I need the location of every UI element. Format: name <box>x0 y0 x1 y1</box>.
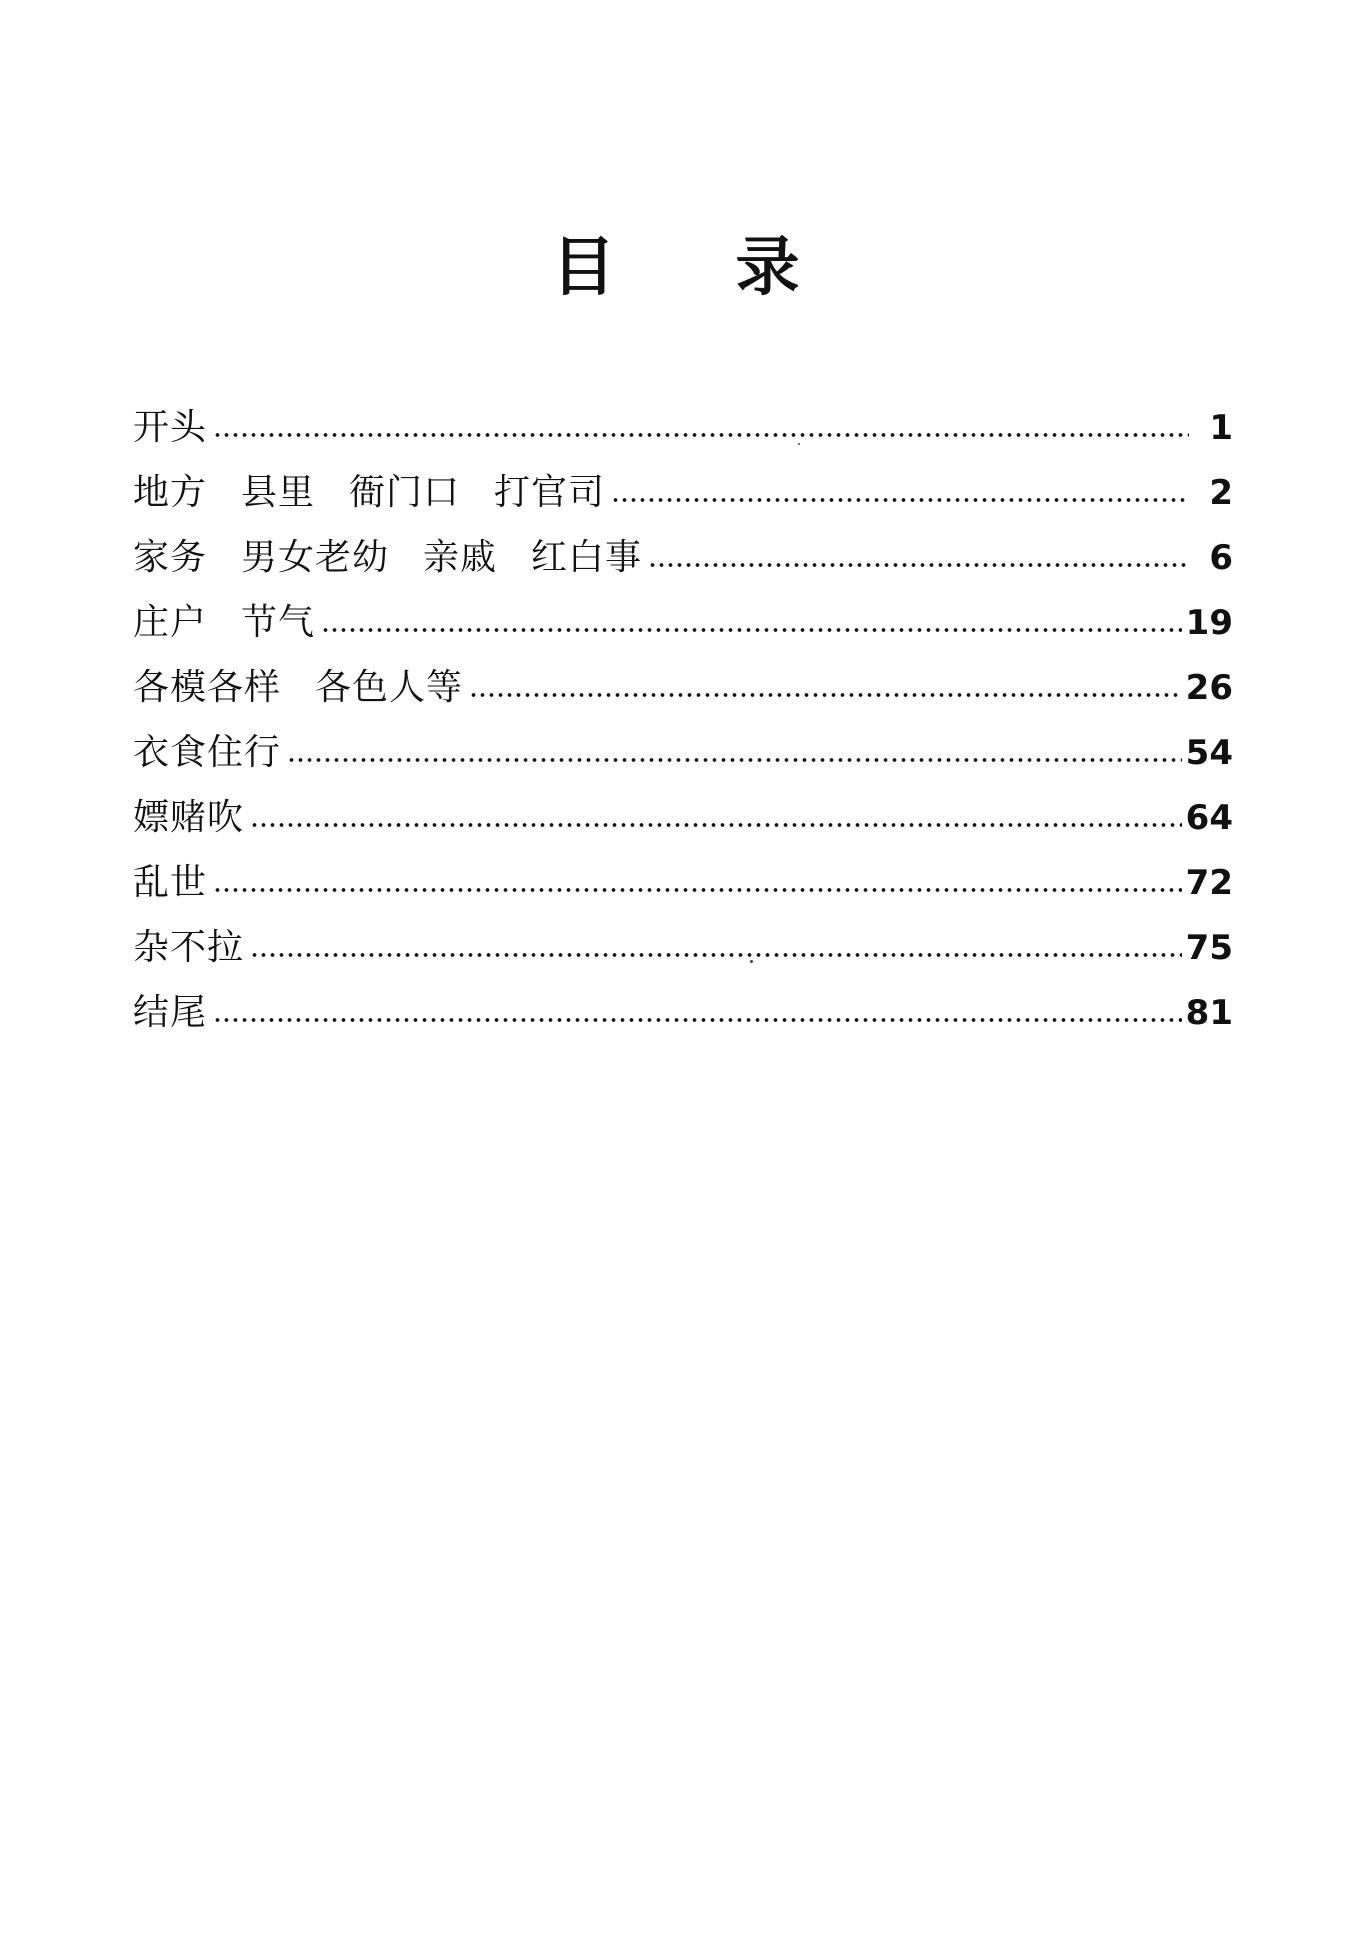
toc-entry-title <box>133 406 207 450</box>
toc-entry[interactable] <box>133 840 1233 905</box>
dot-leader <box>213 432 1189 438</box>
dot-leader <box>213 887 1182 893</box>
title-char-2: 录 <box>735 231 800 305</box>
toc-entry[interactable] <box>133 710 1233 775</box>
toc-entry[interactable] <box>133 645 1233 710</box>
toc-entry-page-number: 75 <box>1185 928 1233 968</box>
toc-entry-title-segment: 打官司 <box>494 472 606 513</box>
dot-leader <box>213 1017 1182 1023</box>
scan-speck <box>798 443 800 445</box>
toc-entry-title <box>133 926 244 970</box>
toc-entry-title <box>133 731 281 775</box>
toc-entry-page-number: 54 <box>1185 733 1233 773</box>
toc-entry[interactable] <box>133 905 1233 970</box>
toc-entry-title <box>133 601 315 645</box>
toc-entry-title <box>133 536 642 580</box>
table-of-contents <box>133 385 1233 1035</box>
toc-entry[interactable] <box>133 385 1233 450</box>
toc-entry[interactable] <box>133 775 1233 840</box>
toc-entry-title-segment: 亲戚 <box>423 537 498 578</box>
dot-leader <box>321 627 1182 633</box>
scan-speck <box>750 960 753 963</box>
toc-entry-title-segment: 衣食住行 <box>133 732 282 773</box>
toc-entry-page-number: 19 <box>1185 603 1233 643</box>
toc-entry-title-segment: 地方 <box>133 472 208 513</box>
toc-entry-title-segment: 各色人等 <box>315 667 464 708</box>
toc-entry-page-number: 2 <box>1209 473 1233 513</box>
dot-leader <box>648 562 1189 568</box>
toc-entry-title-segment: 节气 <box>241 602 316 643</box>
toc-entry-page-number: 81 <box>1185 993 1233 1033</box>
dot-leader <box>250 822 1182 828</box>
title-char-1: 目 <box>551 231 616 305</box>
toc-entry-title-segment: 男女老幼 <box>241 537 390 578</box>
toc-entry-title-segment: 衙门口 <box>349 472 461 513</box>
toc-entry-page-number: 64 <box>1185 798 1233 838</box>
toc-entry-page-number: 72 <box>1185 863 1233 903</box>
toc-entry-title <box>133 666 463 710</box>
toc-entry-title-segment: 红白事 <box>531 537 643 578</box>
toc-entry-title <box>133 861 207 905</box>
dot-leader <box>611 497 1189 503</box>
toc-entry-title-segment: 开头 <box>133 407 208 448</box>
dot-leader <box>250 952 1182 958</box>
toc-entry-title-segment: 乱世 <box>133 862 208 903</box>
toc-entry[interactable] <box>133 580 1233 645</box>
toc-entry-page-number: 1 <box>1209 408 1233 448</box>
toc-entry[interactable] <box>133 515 1233 580</box>
toc-entry-page-number: 26 <box>1185 668 1233 708</box>
page-title <box>0 228 1351 308</box>
toc-entry-title-segment: 杂不拉 <box>133 927 245 968</box>
toc-entry[interactable] <box>133 970 1233 1035</box>
toc-entry-title-segment: 嫖赌吹 <box>133 797 245 838</box>
toc-entry-title-segment: 各模各样 <box>133 667 282 708</box>
toc-entry-title-segment: 庄户 <box>133 602 208 643</box>
toc-entry-page-number: 6 <box>1209 538 1233 578</box>
toc-entry-title-segment: 家务 <box>133 537 208 578</box>
toc-entry-title <box>133 991 207 1035</box>
toc-entry-title <box>133 796 244 840</box>
toc-entry-title-segment: 结尾 <box>133 992 208 1033</box>
toc-entry-title <box>133 471 605 515</box>
toc-entry[interactable] <box>133 450 1233 515</box>
dot-leader <box>287 757 1182 763</box>
dot-leader <box>469 692 1182 698</box>
toc-entry-title-segment: 县里 <box>241 472 316 513</box>
